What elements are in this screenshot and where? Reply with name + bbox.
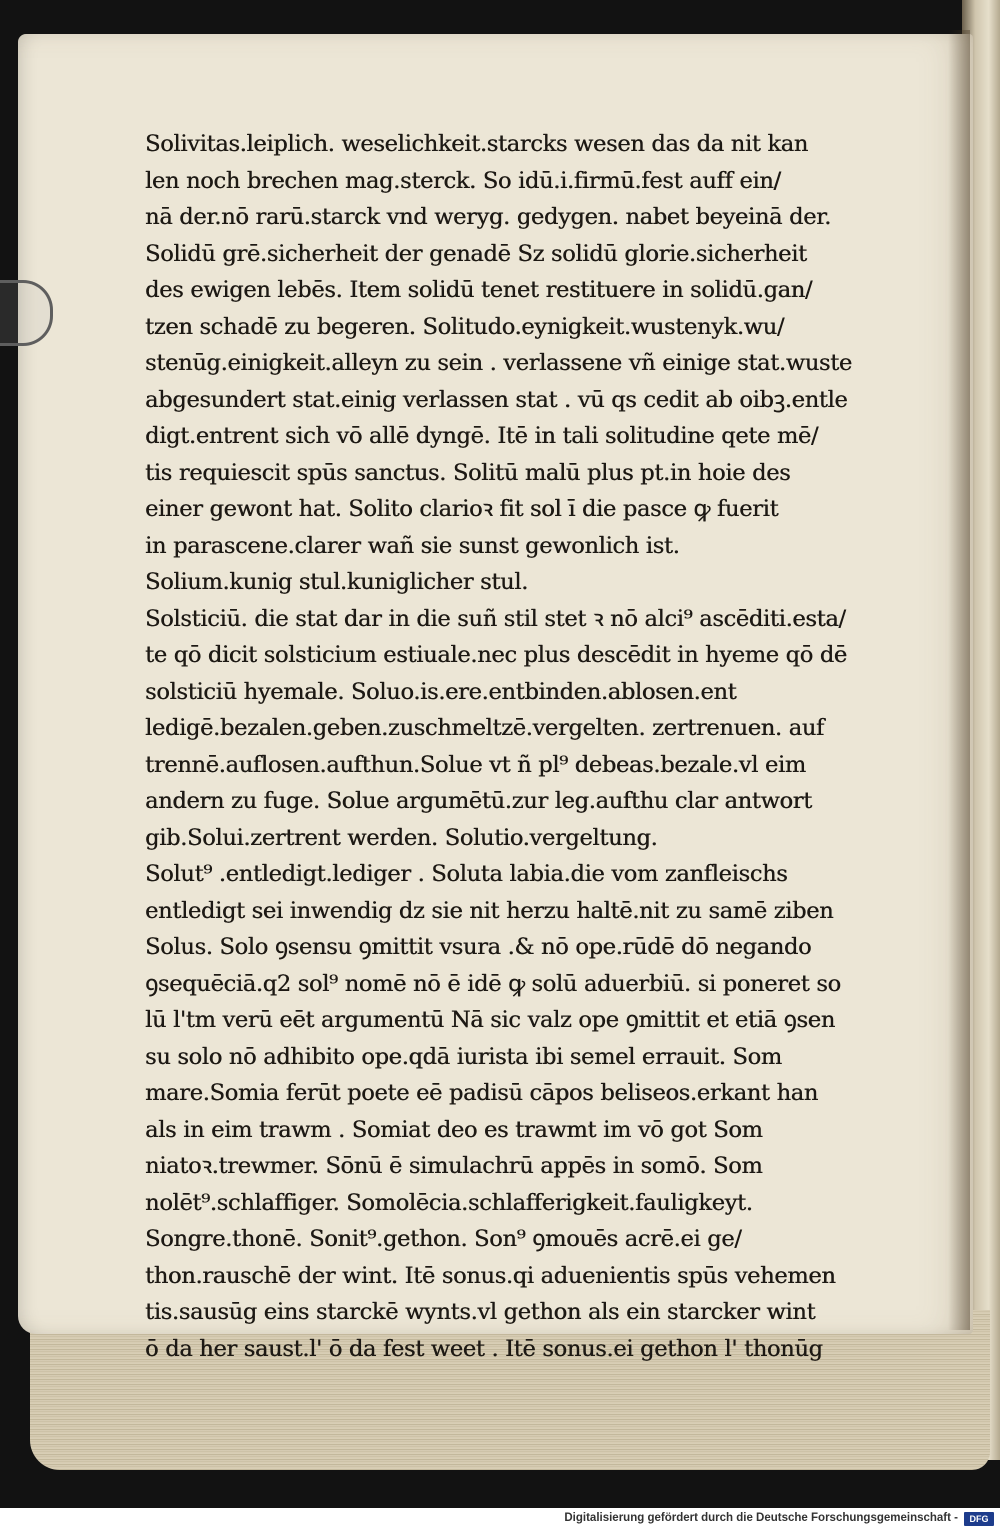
text-line: Solus. Solo ꝯsensu ꝯmittit vsura .& nō ope.rūdē dō negando bbox=[145, 934, 812, 960]
text-line: Solium.kunig stul.kuniglicher stul. bbox=[145, 569, 528, 595]
text-line: Solidū grē.sicherheit der genadē Sz solidū glorie.sicherheit bbox=[145, 240, 807, 267]
text-line: su solo nō adhibito ope.qdā iurista ibi semel errauit. Som bbox=[145, 1043, 782, 1070]
text-line: lū l'tm verū eēt argumentū Nā sic valz ope ꝯmittit et etiā ꝯsen bbox=[145, 1007, 835, 1033]
text-line: tis.sausūg eins starckē wynts.vl gethon als ein starcker wint bbox=[145, 1299, 816, 1325]
text-line: trennē.auflosen.aufthun.Solue vt ñ pl⁹ debeas.bezale.vl eim bbox=[145, 751, 806, 778]
text-line: nā der.nō rarū.starck vnd weryg. gedygen. nabet beyeinā der. bbox=[145, 204, 831, 230]
text-line: abgesundert stat.einig verlassen stat . vū qs cedit ab oibꝫ.entle bbox=[145, 386, 848, 413]
text-line: niatoꝛ.trewmer. Sōnū ē simulachrū appēs in somō. Som bbox=[145, 1153, 763, 1179]
text-line: ō da her saust.l' ō da fest weet . Itē sonus.ei gethon l' thonūg bbox=[145, 1335, 823, 1362]
text-line: tzen schadē zu begeren. Solitudo.eynigkeit.wustenyk.wu/ bbox=[145, 313, 785, 340]
book-clip bbox=[0, 280, 53, 346]
text-line: gib.Solui.zertrent werden. Solutio.vergeltung. bbox=[145, 824, 658, 851]
text-line: solsticiū hyemale. Soluo.is.ere.entbinden.ablosen.ent bbox=[145, 678, 737, 705]
text-line: ꝯsequēciā.q2 sol⁹ nomē nō ē idē ꝙ solū aduerbiū. si poneret so bbox=[145, 970, 841, 997]
text-line: stenūg.einigkeit.alleyn zu sein . verlassene vñ einige stat.wuste bbox=[145, 350, 852, 376]
text-line: Solut⁹ .entledigt.lediger . Soluta labia.die vom zanfleischs bbox=[145, 861, 788, 887]
text-line: digt.entrent sich vō allē dyngē. Itē in tali solitudine qete mē/ bbox=[145, 423, 819, 449]
text-line: len noch brechen mag.sterck. So idū.i.firmū.fest auff ein/ bbox=[145, 167, 781, 194]
text-line: te qō dicit solsticium estiuale.nec plus descēdit in hyeme qō dē bbox=[145, 642, 847, 668]
text-line: einer gewont hat. Solito clarioꝛ fit sol ī die pasce ꝙ fuerit bbox=[145, 496, 779, 522]
footer-credit: Digitalisierung gefördert durch die Deutsche Forschungsgemeinschaft - bbox=[564, 1512, 958, 1524]
text-line: Solsticiū. die stat dar in die suñ stil stet ꝛ nō alci⁹ ascēditi.esta/ bbox=[145, 605, 846, 632]
page-text bbox=[145, 126, 855, 1367]
dfg-logo: DFG bbox=[964, 1512, 994, 1526]
footer-bar bbox=[0, 1508, 1000, 1530]
gutter-shadow bbox=[948, 30, 970, 1330]
text-line: mare.Somia ferūt poete eē padisū cāpos beliseos.erkant han bbox=[145, 1080, 818, 1106]
text-line: tis requiescit spūs sanctus. Solitū malū plus pt.in hoie des bbox=[145, 459, 791, 486]
text-line: entledigt sei inwendig dz sie nit herzu haltē.nit zu samē ziben bbox=[145, 897, 834, 924]
text-line: thon.rauschē der wint. Itē sonus.qi aduenientis spūs vehemen bbox=[145, 1262, 836, 1289]
text-line: als in eim trawm . Somiat deo es trawmt im vō got Som bbox=[145, 1116, 763, 1143]
text-line: des ewigen lebēs. Item solidū tenet restituere in solidū.gan/ bbox=[145, 277, 813, 303]
text-line: ledigē.bezalen.geben.zuschmeltzē.vergelten. zertrenuen. auf bbox=[145, 715, 824, 741]
text-line: in parascene.clarer wañ sie sunst gewonlich ist. bbox=[145, 532, 680, 559]
text-line: andern zu fuge. Solue argumētū.zur leg.aufthu clar antwort bbox=[145, 788, 812, 814]
text-line: Songre.thonē. Sonit⁹.gethon. Son⁹ ꝯmouēs acrē.ei ge/ bbox=[145, 1226, 742, 1252]
text-line: nolēt⁹.schlaffiger. Somolēcia.schlafferigkeit.fauligkeyt. bbox=[145, 1189, 753, 1216]
text-line: Solivitas.leiplich. weselichkeit.starcks wesen das da nit kan bbox=[145, 131, 808, 157]
